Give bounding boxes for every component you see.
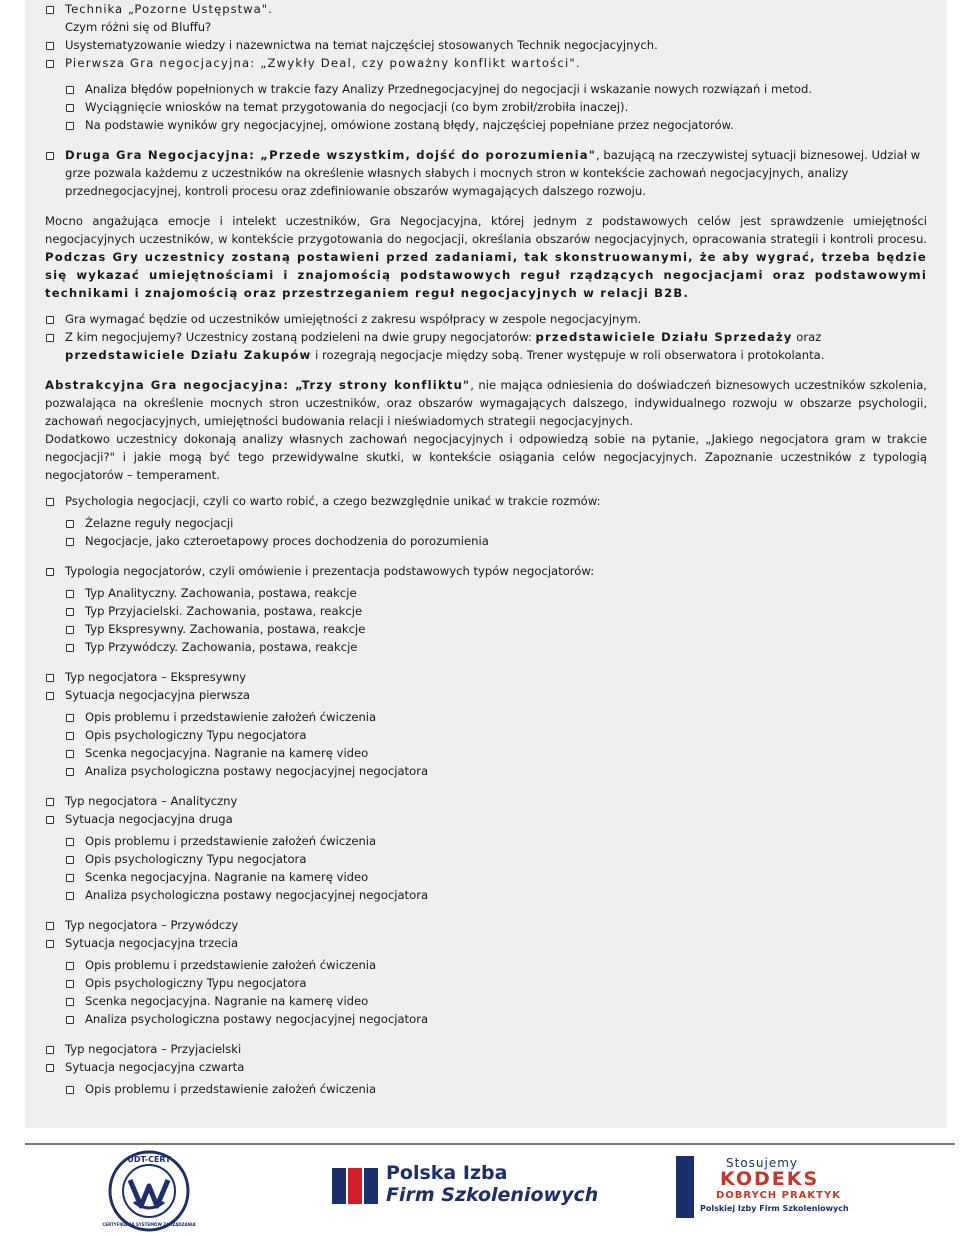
list-item: Wyciągnięcie wniosków na temat przygotowania do negocjacji (co bym zrobił/zrobiła inaczej). <box>65 98 927 116</box>
list-item: Opis problemu i przedstawienie założeń ćwiczenia <box>65 956 927 974</box>
footer <box>0 1150 960 1235</box>
situation-2 <box>45 792 927 828</box>
abstract-title: Abstrakcyjna Gra negocjacyjna: „Trzy strony konfliktu" <box>45 378 471 392</box>
list-item: Typ Przywódczy. Zachowania, postawa, reakcje <box>65 638 927 656</box>
second-game-text: , bazującą na rzeczywistej sytuacji biznesowej. Udział w grze pozwala każdemu z uczestników na określenie własnych słabych i mocnych stron w kontekście zachowań negocjacyjnych, analizy przednegocjacyjnej, kontroli procesu oraz zdefiniowanie obszarów wymagających dalszego rozwoju. <box>65 148 921 198</box>
purchase-team-label: przedstawiciele Działu Zakupów <box>65 348 312 362</box>
kodeks-line4: Polskiej Izby Firm Szkoleniowych <box>700 1204 849 1213</box>
list-item: Typ Analityczny. Zachowania, postawa, reakcje <box>65 584 927 602</box>
list-item: Analiza psychologiczna postawy negocjacyjnej negocjatora <box>65 1010 927 1028</box>
list-item <box>45 146 927 200</box>
list-item: Psychologia negocjacji, czyli co warto robić, a czego bezwzględnie unikać w trakcie rozmów: <box>45 492 927 510</box>
top-list <box>45 0 927 72</box>
kodeks-bar <box>676 1156 694 1218</box>
paragraph-text: Mocno angażująca emocje i intelekt uczestników, Gra Negocjacyjna, której jednym z podstawowych celów jest sprawdzenie umiejętności negocjacyjnych uczestników, w kontekście przygotowania do negocjacji, określania obszarów negocjacyjnych, opracowania strategii i kontroli procesu. <box>45 214 927 246</box>
list-item: Pierwsza Gra negocjacyjna: „Zwykły Deal, czy poważny konflikt wartości". <box>45 54 927 72</box>
abstract-paragraph <box>45 376 927 430</box>
udt-bottom-text: CERTYFIKACJA SYSTEMÓW ZARZĄDZANIA <box>102 1222 196 1227</box>
footer-divider <box>25 1143 955 1145</box>
list-item: Negocjacje, jako czteroetapowy proces dochodzenia do porozumienia <box>65 532 927 550</box>
udt-cert-logo <box>102 1150 196 1232</box>
situation-2-items <box>45 832 927 904</box>
list-item <box>45 328 927 364</box>
group-list <box>45 310 927 364</box>
list-item: Opis problemu i przedstawienie założeń ćwiczenia <box>65 1080 927 1098</box>
kodeks-line3: DOBRYCH PRAKTYK <box>716 1190 841 1201</box>
list-item: Typ Ekspresywny. Zachowania, postawa, reakcje <box>65 620 927 638</box>
situation-1-items <box>45 708 927 780</box>
pifs-line1: Polska Izba <box>386 1162 508 1184</box>
kodeks-logo <box>676 1156 849 1222</box>
typology-sub-list <box>45 584 927 656</box>
list-item: Analiza psychologiczna postawy negocjacyjnej negocjatora <box>65 762 927 780</box>
list-item: Technika „Pozorne Ustępstwa". <box>45 0 927 18</box>
list-item: Typ negocjatora – Ekspresywny <box>45 668 927 686</box>
situation-3 <box>45 916 927 952</box>
list-item: Typ negocjatora – Analityczny <box>45 792 927 810</box>
pifs-logo <box>330 1162 599 1212</box>
list-item: Analiza psychologiczna postawy negocjacyjnej negocjatora <box>65 886 927 904</box>
list-item-text: Czym różni się od Bluffu? <box>65 20 212 34</box>
list-text: oraz <box>792 330 822 344</box>
list-item: Scenka negocjacyjna. Nagranie na kamerę video <box>65 744 927 762</box>
udt-top-text: UDT-CERT <box>127 1155 171 1164</box>
pifs-line2: Firm Szkoleniowych <box>386 1184 599 1206</box>
list-item: Typ Przyjacielski. Zachowania, postawa, reakcje <box>65 602 927 620</box>
sales-team-label: przedstawiciele Działu Sprzedaży <box>535 330 793 344</box>
list-item: Opis psychologiczny Typu negocjatora <box>65 974 927 992</box>
psych-sub-list <box>45 514 927 550</box>
list-item: Sytuacja negocjacyjna druga <box>45 810 927 828</box>
list-item: Usystematyzowanie wiedzy i nazewnictwa na temat najczęściej stosowanych Technik negocjacyjnych. <box>45 36 927 54</box>
list-item: Opis problemu i przedstawienie założeń ćwiczenia <box>65 832 927 850</box>
list-item <box>45 18 927 36</box>
document-content <box>45 0 927 1098</box>
situation-3-items <box>45 956 927 1028</box>
list-item: Typologia negocjatorów, czyli omówienie i prezentacja podstawowych typów negocjatorów: <box>45 562 927 580</box>
list-item: Opis psychologiczny Typu negocjatora <box>65 850 927 868</box>
list-item: Sytuacja negocjacyjna czwarta <box>45 1058 927 1076</box>
list-item: Gra wymagać będzie od uczestników umiejętności z zakresu współpracy w zespole negocjacyjnym. <box>45 310 927 328</box>
list-item: Scenka negocjacyjna. Nagranie na kamerę video <box>65 992 927 1010</box>
list-item: Typ negocjatora – Przyjacielski <box>45 1040 927 1058</box>
situation-1 <box>45 668 927 704</box>
list-item: Opis psychologiczny Typu negocjatora <box>65 726 927 744</box>
situation-4-items <box>45 1080 927 1098</box>
mocno-paragraph <box>45 212 927 302</box>
situation-4 <box>45 1040 927 1076</box>
kodeks-line1: Stosujemy <box>726 1156 799 1170</box>
list-item: Opis problemu i przedstawienie założeń ćwiczenia <box>65 708 927 726</box>
list-item: Typ negocjatora – Przywódczy <box>45 916 927 934</box>
list-item: Żelazne reguły negocjacji <box>65 514 927 532</box>
psych-list <box>45 492 927 510</box>
typology-list <box>45 562 927 580</box>
list-item: Scenka negocjacyjna. Nagranie na kamerę video <box>65 868 927 886</box>
first-game-list <box>45 80 927 134</box>
list-text: i rozegrają negocjacje między sobą. Trener występuje w roli obserwatora i protokolanta. <box>311 348 825 362</box>
second-game-title: Druga Gra Negocjacyjna: „Przede wszystkim, dojść do porozumienia" <box>65 148 597 162</box>
list-item: Analiza błędów popełnionych w trakcie fazy Analizy Przednegocjacyjnej do negocjacji i wskazanie nowych rozwiązań i metod. <box>65 80 927 98</box>
list-item: Na podstawie wyników gry negocjacyjnej, omówione zostaną błędy, najczęściej popełniane przez negocjatorów. <box>65 116 927 134</box>
paragraph-bold-text: Podczas Gry uczestnicy zostaną postawieni przed zadaniami, tak skonstruowanymi, że aby wygrać, trzeba będzie się wykazać umiejętnościami i znajomością podstawowych reguł rządzących negocjacjami oraz podstawowymi technikami i znajomością oraz przestrzeganiem reguł negocjacyjnych w relacji B2B. <box>45 250 927 300</box>
pifs-emblem-icon <box>330 1162 380 1208</box>
list-text: Z kim negocjujemy? Uczestnicy zostaną podzieleni na dwie grupy negocjatorów: <box>65 330 536 344</box>
abstract-text: , nie mająca odniesienia do doświadczeń biznesowych uczestników szkolenia, pozwalająca na określenie mocnych stron uczestników, oraz obszarów wymagających dalszego, indywidualnego rozwoju w obszarze psychologii, zachowań negocjacyjnych, umiejętności budowania relacji i nieświadomych strategii negocjacyjnych. <box>45 378 927 428</box>
abstract-extra: Dodatkowo uczestnicy dokonają analizy własnych zachowań negocjacyjnych i odpowiedzą sobie na pytanie, „Jakiego negocjatora gram w trakcie negocjacji?" i jakie mogą być tego przewidywalne skutki, w kontekście osiągania celów negocjacyjnych. Zapoznanie uczestników z typologią negocjatorów – temperament. <box>45 432 927 482</box>
kodeks-line2: KODEKS <box>720 1168 820 1190</box>
list-item: Sytuacja negocjacyjna trzecia <box>45 934 927 952</box>
list-item: Sytuacja negocjacyjna pierwsza <box>45 686 927 704</box>
second-game-list <box>45 146 927 200</box>
